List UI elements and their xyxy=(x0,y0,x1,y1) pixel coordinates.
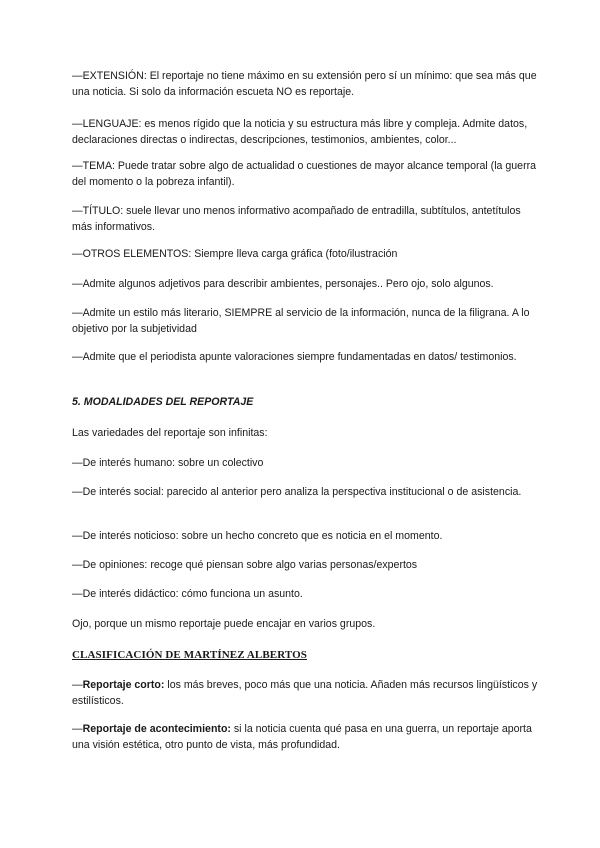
paragraph-assessments: —Admite que el periodista apunte valoraciones siempre fundamentadas en datos/ testimonios. xyxy=(72,351,517,363)
paragraph-literary-style: —Admite un estilo más literario, SIEMPRE al servicio de la información, nunca de la filigrana. A lo objetivo por la subjetividad xyxy=(72,307,530,335)
paragraph-topic: —TEMA: Puede tratar sobre algo de actualidad o cuestiones de mayor alcance temporal (la guerra del momento o la pobreza infantil). xyxy=(72,160,537,188)
variety-didactic: —De interés didáctico: cómo funciona un asunto. xyxy=(72,588,303,600)
classification-dash: — xyxy=(72,723,83,735)
paragraph-language: —LENGUAJE: es menos rígido que la noticia y su estructura más libre y compleja. Admite datos, declaraciones directas o indirectas, descripciones, testimonios, ambientes, color... xyxy=(72,118,528,146)
classification-dash: — xyxy=(72,679,83,691)
paragraph-other-elements: —OTROS ELEMENTOS: Siempre lleva carga gráfica (foto/ilustración xyxy=(72,248,398,260)
classification-description: los más breves, poco más que una noticia. Añaden más recursos lingüísticos y estilísticos. xyxy=(72,679,538,707)
variety-social-interest: —De interés social: parecido al anterior pero analiza la perspectiva institucional o de asistencia. xyxy=(72,486,522,498)
groups-note: Ojo, porque un mismo reportaje puede encajar en varios grupos. xyxy=(72,618,376,630)
varieties-intro: Las variedades del reportaje son infinitas: xyxy=(72,427,268,439)
paragraph-extension: —EXTENSIÓN: El reportaje no tiene máximo en su extensión pero sí un mínimo: que sea más que una noticia. Si solo da información escueta NO es reportaje. xyxy=(72,70,537,98)
paragraph-title: —TÍTULO: suele llevar uno menos informativo acompañado de entradilla, subtítulos, antetítulos más informativos. xyxy=(72,205,521,233)
variety-opinions: —De opiniones: recoge qué piensan sobre algo varias personas/expertos xyxy=(72,559,418,571)
variety-news-interest: —De interés noticioso: sobre un hecho concreto que es noticia en el momento. xyxy=(72,530,443,542)
classification-description: si la noticia cuenta qué pasa en una guerra, un reportaje aporta una visión estética, otro punto de vista, más profundidad. xyxy=(72,723,532,751)
section-heading-modalities: 5. MODALIDADES DEL REPORTAJE xyxy=(72,396,254,408)
classification-term: Reportaje corto: xyxy=(82,679,165,691)
variety-human-interest: —De interés humano: sobre un colectivo xyxy=(72,457,264,469)
classification-heading: CLASIFICACIÓN DE MARTÍNEZ ALBERTOS xyxy=(72,649,308,661)
classification-item-event xyxy=(72,721,542,753)
classification-item-short xyxy=(72,677,542,709)
paragraph-adjectives: —Admite algunos adjetivos para describir ambientes, personajes.. Pero ojo, solo algunos. xyxy=(72,278,494,290)
classification-term: Reportaje de acontecimiento: xyxy=(82,723,231,735)
